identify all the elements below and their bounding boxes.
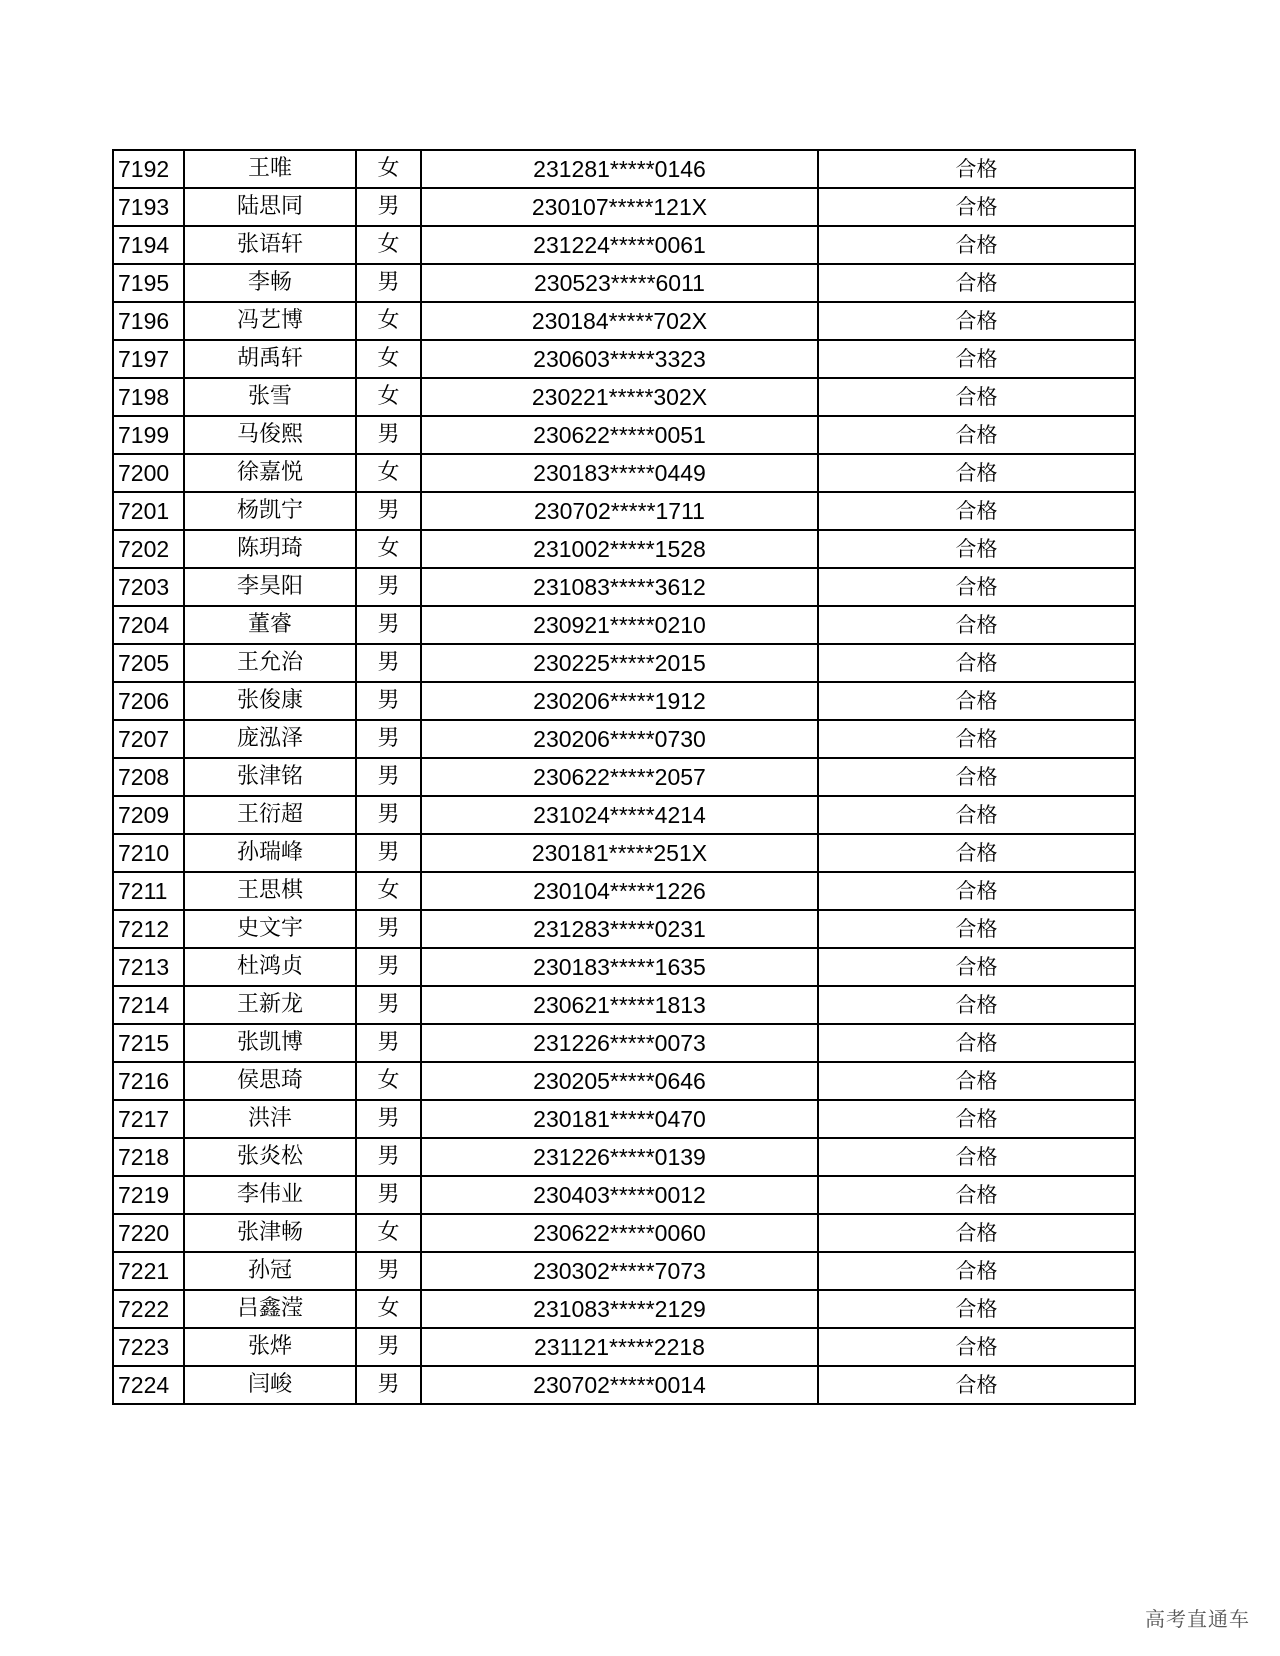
cell-serial-number: 7197 [113,340,184,378]
cell-serial-number: 7201 [113,492,184,530]
cell-gender: 男 [356,1100,421,1138]
cell-id-number: 230181*****0470 [421,1100,818,1138]
cell-id-number: 231121*****2218 [421,1328,818,1366]
cell-name: 张炎松 [184,1138,356,1176]
cell-id-number: 230921*****0210 [421,606,818,644]
cell-name: 庞泓泽 [184,720,356,758]
cell-id-number: 230221*****302X [421,378,818,416]
cell-gender: 男 [356,758,421,796]
table-row [113,834,1135,872]
cell-serial-number: 7200 [113,454,184,492]
table-row [113,492,1135,530]
cell-result: 合格 [818,910,1135,948]
watermark-text: 高考直通车 [1145,1607,1250,1631]
table-row [113,340,1135,378]
cell-gender: 男 [356,720,421,758]
cell-name: 李畅 [184,264,356,302]
cell-serial-number: 7199 [113,416,184,454]
cell-name: 张雪 [184,378,356,416]
cell-result: 合格 [818,758,1135,796]
cell-result: 合格 [818,796,1135,834]
cell-serial-number: 7221 [113,1252,184,1290]
cell-serial-number: 7211 [113,872,184,910]
cell-result: 合格 [818,1100,1135,1138]
cell-id-number: 231002*****1528 [421,530,818,568]
cell-serial-number: 7216 [113,1062,184,1100]
cell-name: 王思棋 [184,872,356,910]
cell-result: 合格 [818,948,1135,986]
cell-name: 冯艺博 [184,302,356,340]
cell-result: 合格 [818,1214,1135,1252]
table-row [113,264,1135,302]
cell-name: 陆思同 [184,188,356,226]
table-row [113,1100,1135,1138]
cell-name: 张烨 [184,1328,356,1366]
table-row [113,682,1135,720]
cell-result: 合格 [818,530,1135,568]
cell-result: 合格 [818,226,1135,264]
cell-gender: 男 [356,986,421,1024]
table-row [113,1214,1135,1252]
cell-result: 合格 [818,720,1135,758]
cell-serial-number: 7222 [113,1290,184,1328]
table-row [113,720,1135,758]
cell-gender: 女 [356,1062,421,1100]
table-row [113,1290,1135,1328]
cell-name: 孙冠 [184,1252,356,1290]
cell-name: 王衍超 [184,796,356,834]
cell-name: 吕鑫滢 [184,1290,356,1328]
cell-id-number: 230206*****0730 [421,720,818,758]
cell-id-number: 231083*****2129 [421,1290,818,1328]
cell-result: 合格 [818,606,1135,644]
cell-result: 合格 [818,150,1135,188]
cell-serial-number: 7202 [113,530,184,568]
cell-gender: 男 [356,188,421,226]
cell-name: 闫峻 [184,1366,356,1404]
cell-id-number: 231226*****0139 [421,1138,818,1176]
table-row [113,910,1135,948]
cell-result: 合格 [818,986,1135,1024]
table-row [113,758,1135,796]
cell-gender: 女 [356,378,421,416]
cell-result: 合格 [818,1328,1135,1366]
cell-name: 张语轩 [184,226,356,264]
table-row [113,1252,1135,1290]
cell-serial-number: 7213 [113,948,184,986]
cell-result: 合格 [818,1366,1135,1404]
cell-gender: 女 [356,340,421,378]
cell-serial-number: 7194 [113,226,184,264]
cell-id-number: 231281*****0146 [421,150,818,188]
table-row [113,378,1135,416]
cell-gender: 男 [356,1366,421,1404]
table-row [113,302,1135,340]
table-row [113,1176,1135,1214]
cell-serial-number: 7195 [113,264,184,302]
table-row [113,1024,1135,1062]
results-table [112,149,1136,1405]
cell-result: 合格 [818,1252,1135,1290]
table-row [113,1366,1135,1404]
cell-result: 合格 [818,378,1135,416]
cell-gender: 男 [356,568,421,606]
cell-result: 合格 [818,682,1135,720]
cell-gender: 男 [356,1176,421,1214]
table-row [113,948,1135,986]
table-row [113,454,1135,492]
table-row [113,644,1135,682]
cell-serial-number: 7206 [113,682,184,720]
cell-name: 李伟业 [184,1176,356,1214]
table-row [113,416,1135,454]
table-row [113,150,1135,188]
cell-result: 合格 [818,1138,1135,1176]
cell-gender: 男 [356,606,421,644]
cell-id-number: 231283*****0231 [421,910,818,948]
cell-gender: 女 [356,1290,421,1328]
cell-serial-number: 7193 [113,188,184,226]
cell-gender: 男 [356,796,421,834]
cell-result: 合格 [818,188,1135,226]
cell-id-number: 230183*****1635 [421,948,818,986]
cell-result: 合格 [818,1062,1135,1100]
cell-id-number: 230702*****0014 [421,1366,818,1404]
cell-serial-number: 7208 [113,758,184,796]
cell-id-number: 230622*****2057 [421,758,818,796]
cell-gender: 男 [356,682,421,720]
cell-gender: 男 [356,264,421,302]
cell-name: 洪沣 [184,1100,356,1138]
cell-gender: 男 [356,948,421,986]
table-row [113,188,1135,226]
cell-id-number: 230183*****0449 [421,454,818,492]
cell-id-number: 230702*****1711 [421,492,818,530]
cell-id-number: 230603*****3323 [421,340,818,378]
cell-serial-number: 7215 [113,1024,184,1062]
cell-serial-number: 7207 [113,720,184,758]
cell-serial-number: 7203 [113,568,184,606]
cell-gender: 女 [356,150,421,188]
cell-name: 孙瑞峰 [184,834,356,872]
cell-name: 张俊康 [184,682,356,720]
cell-id-number: 230225*****2015 [421,644,818,682]
cell-gender: 男 [356,416,421,454]
cell-result: 合格 [818,1024,1135,1062]
cell-gender: 女 [356,454,421,492]
cell-serial-number: 7210 [113,834,184,872]
cell-serial-number: 7204 [113,606,184,644]
cell-result: 合格 [818,454,1135,492]
cell-result: 合格 [818,1290,1135,1328]
cell-name: 董睿 [184,606,356,644]
cell-gender: 男 [356,834,421,872]
cell-result: 合格 [818,302,1135,340]
cell-id-number: 231083*****3612 [421,568,818,606]
table-row [113,872,1135,910]
cell-gender: 女 [356,530,421,568]
cell-name: 徐嘉悦 [184,454,356,492]
table-row [113,226,1135,264]
cell-id-number: 231224*****0061 [421,226,818,264]
cell-id-number: 230104*****1226 [421,872,818,910]
cell-id-number: 230205*****0646 [421,1062,818,1100]
table-row [113,530,1135,568]
cell-gender: 男 [356,1252,421,1290]
cell-id-number: 230184*****702X [421,302,818,340]
table-row [113,1328,1135,1366]
cell-serial-number: 7224 [113,1366,184,1404]
table-row [113,986,1135,1024]
cell-gender: 男 [356,1138,421,1176]
cell-name: 王允治 [184,644,356,682]
cell-serial-number: 7198 [113,378,184,416]
cell-name: 陈玥琦 [184,530,356,568]
cell-name: 王新龙 [184,986,356,1024]
cell-id-number: 230523*****6011 [421,264,818,302]
cell-gender: 男 [356,910,421,948]
cell-name: 张津铭 [184,758,356,796]
cell-serial-number: 7217 [113,1100,184,1138]
cell-id-number: 230302*****7073 [421,1252,818,1290]
cell-result: 合格 [818,264,1135,302]
cell-name: 史文宇 [184,910,356,948]
cell-result: 合格 [818,416,1135,454]
table-row [113,606,1135,644]
cell-name: 杜鸿贞 [184,948,356,986]
cell-id-number: 230206*****1912 [421,682,818,720]
cell-result: 合格 [818,492,1135,530]
cell-result: 合格 [818,340,1135,378]
cell-id-number: 230107*****121X [421,188,818,226]
cell-gender: 男 [356,1328,421,1366]
cell-id-number: 230622*****0060 [421,1214,818,1252]
cell-name: 侯思琦 [184,1062,356,1100]
cell-result: 合格 [818,834,1135,872]
cell-gender: 女 [356,226,421,264]
table-row [113,568,1135,606]
cell-gender: 女 [356,302,421,340]
cell-gender: 男 [356,492,421,530]
cell-serial-number: 7212 [113,910,184,948]
cell-serial-number: 7192 [113,150,184,188]
cell-result: 合格 [818,568,1135,606]
cell-result: 合格 [818,644,1135,682]
cell-gender: 男 [356,644,421,682]
cell-id-number: 230621*****1813 [421,986,818,1024]
cell-id-number: 231024*****4214 [421,796,818,834]
cell-result: 合格 [818,1176,1135,1214]
cell-name: 王唯 [184,150,356,188]
cell-id-number: 230622*****0051 [421,416,818,454]
table-row [113,1138,1135,1176]
cell-name: 李昊阳 [184,568,356,606]
cell-name: 张凯博 [184,1024,356,1062]
cell-serial-number: 7214 [113,986,184,1024]
cell-result: 合格 [818,872,1135,910]
results-table-body [113,150,1135,1404]
table-row [113,796,1135,834]
cell-name: 杨凯宁 [184,492,356,530]
cell-name: 张津畅 [184,1214,356,1252]
cell-serial-number: 7205 [113,644,184,682]
cell-serial-number: 7218 [113,1138,184,1176]
cell-gender: 女 [356,1214,421,1252]
cell-serial-number: 7223 [113,1328,184,1366]
cell-id-number: 231226*****0073 [421,1024,818,1062]
cell-name: 胡禹轩 [184,340,356,378]
cell-serial-number: 7219 [113,1176,184,1214]
cell-gender: 女 [356,872,421,910]
cell-name: 马俊熙 [184,416,356,454]
cell-serial-number: 7196 [113,302,184,340]
cell-gender: 男 [356,1024,421,1062]
cell-serial-number: 7209 [113,796,184,834]
cell-id-number: 230403*****0012 [421,1176,818,1214]
cell-id-number: 230181*****251X [421,834,818,872]
table-row [113,1062,1135,1100]
cell-serial-number: 7220 [113,1214,184,1252]
